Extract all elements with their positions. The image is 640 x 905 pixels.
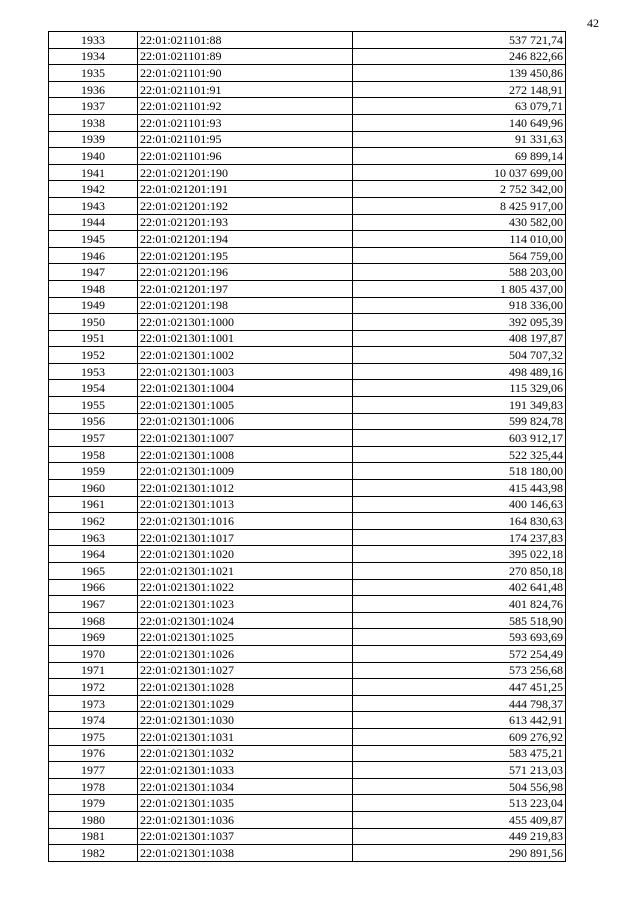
- cadastral-number-cell: 22:01:021301:1002: [138, 347, 353, 364]
- cadastral-number-cell: 22:01:021301:1031: [138, 728, 353, 745]
- row-number-cell: 1976: [49, 745, 138, 762]
- cadastral-value-cell: 498 489,16: [353, 363, 566, 380]
- cadastral-number-cell: 22:01:021201:190: [138, 164, 353, 181]
- table-row: [49, 231, 566, 248]
- table-row: [49, 645, 566, 662]
- row-number-cell: 1939: [49, 131, 138, 148]
- row-number-cell: 1977: [49, 762, 138, 779]
- table-row: [49, 314, 566, 331]
- cadastral-value-cell: 430 582,00: [353, 214, 566, 231]
- row-number-cell: 1943: [49, 197, 138, 214]
- row-number-cell: 1945: [49, 231, 138, 248]
- table-row: [49, 131, 566, 148]
- row-number-cell: 1947: [49, 264, 138, 281]
- cadastral-value-cell: 572 254,49: [353, 645, 566, 662]
- row-number-cell: 1982: [49, 845, 138, 862]
- cadastral-value-cell: 513 223,04: [353, 795, 566, 812]
- cadastral-number-cell: 22:01:021101:91: [138, 81, 353, 98]
- row-number-cell: 1957: [49, 430, 138, 447]
- row-number-cell: 1979: [49, 795, 138, 812]
- cadastral-value-cell: 599 824,78: [353, 413, 566, 430]
- cadastral-value-cell: 246 822,66: [353, 48, 566, 65]
- cadastral-number-cell: 22:01:021101:89: [138, 48, 353, 65]
- table-row: [49, 247, 566, 264]
- table-row: [49, 629, 566, 646]
- row-number-cell: 1935: [49, 65, 138, 82]
- cadastral-value-cell: 415 443,98: [353, 480, 566, 497]
- cadastral-value-cell: 2 752 342,00: [353, 181, 566, 198]
- cadastral-value-cell: 290 891,56: [353, 845, 566, 862]
- row-number-cell: 1954: [49, 380, 138, 397]
- table-row: [49, 397, 566, 414]
- table-row: [49, 612, 566, 629]
- table-row: [49, 264, 566, 281]
- cadastral-value-cell: 593 693,69: [353, 629, 566, 646]
- cadastral-value-cell: 1 805 437,00: [353, 280, 566, 297]
- row-number-cell: 1951: [49, 330, 138, 347]
- table-row: [49, 181, 566, 198]
- row-number-cell: 1959: [49, 463, 138, 480]
- cadastral-number-cell: 22:01:021301:1004: [138, 380, 353, 397]
- table-row: [49, 164, 566, 181]
- page-number: 42: [587, 16, 599, 30]
- table-row: [49, 81, 566, 98]
- row-number-cell: 1973: [49, 695, 138, 712]
- cadastral-number-cell: 22:01:021301:1000: [138, 314, 353, 331]
- cadastral-number-cell: 22:01:021301:1025: [138, 629, 353, 646]
- table-row: [49, 98, 566, 115]
- cadastral-number-cell: 22:01:021301:1028: [138, 679, 353, 696]
- cadastral-value-cell: 571 213,03: [353, 762, 566, 779]
- cadastral-number-cell: 22:01:021301:1006: [138, 413, 353, 430]
- table-row: [49, 430, 566, 447]
- table-row: [49, 546, 566, 563]
- row-number-cell: 1967: [49, 596, 138, 613]
- row-number-cell: 1940: [49, 148, 138, 165]
- table-row: [49, 48, 566, 65]
- table-row: [49, 513, 566, 530]
- table-row: [49, 496, 566, 513]
- cadastral-number-cell: 22:01:021301:1008: [138, 446, 353, 463]
- cadastral-number-cell: 22:01:021201:193: [138, 214, 353, 231]
- table-row: [49, 662, 566, 679]
- cadastral-value-cell: 114 010,00: [353, 231, 566, 248]
- cadastral-number-cell: 22:01:021301:1012: [138, 480, 353, 497]
- row-number-cell: 1960: [49, 480, 138, 497]
- row-number-cell: 1969: [49, 629, 138, 646]
- row-number-cell: 1964: [49, 546, 138, 563]
- cadastral-value-cell: 585 518,90: [353, 612, 566, 629]
- row-number-cell: 1953: [49, 363, 138, 380]
- cadastral-value-cell: 504 556,98: [353, 778, 566, 795]
- row-number-cell: 1971: [49, 662, 138, 679]
- cadastral-value-cell: 63 079,71: [353, 98, 566, 115]
- row-number-cell: 1963: [49, 529, 138, 546]
- cadastral-value-cell: 401 824,76: [353, 596, 566, 613]
- cadastral-number-cell: 22:01:021101:92: [138, 98, 353, 115]
- table-row: [49, 32, 566, 49]
- table-row: [49, 529, 566, 546]
- cadastral-value-cell: 613 442,91: [353, 712, 566, 729]
- table-row: [49, 280, 566, 297]
- row-number-cell: 1958: [49, 446, 138, 463]
- cadastral-value-cell: 174 237,83: [353, 529, 566, 546]
- cadastral-value-cell: 191 349,83: [353, 397, 566, 414]
- row-number-cell: 1965: [49, 563, 138, 580]
- cadastral-value-cell: 447 451,25: [353, 679, 566, 696]
- cadastral-number-cell: 22:01:021301:1020: [138, 546, 353, 563]
- cadastral-value-cell: 392 095,39: [353, 314, 566, 331]
- table-row: [49, 845, 566, 862]
- cadastral-value-cell: 270 850,18: [353, 563, 566, 580]
- table-row: [49, 679, 566, 696]
- cadastral-value-cell: 408 197,87: [353, 330, 566, 347]
- cadastral-value-cell: 449 219,83: [353, 828, 566, 845]
- cadastral-number-cell: 22:01:021301:1005: [138, 397, 353, 414]
- table-row: [49, 480, 566, 497]
- row-number-cell: 1949: [49, 297, 138, 314]
- cadastral-number-cell: 22:01:021201:196: [138, 264, 353, 281]
- table-row: [49, 745, 566, 762]
- row-number-cell: 1966: [49, 579, 138, 596]
- cadastral-number-cell: 22:01:021301:1023: [138, 596, 353, 613]
- row-number-cell: 1946: [49, 247, 138, 264]
- cadastral-number-cell: 22:01:021101:95: [138, 131, 353, 148]
- table-row: [49, 413, 566, 430]
- row-number-cell: 1952: [49, 347, 138, 364]
- table-row: [49, 463, 566, 480]
- table-row: [49, 214, 566, 231]
- cadastral-number-cell: 22:01:021301:1030: [138, 712, 353, 729]
- cadastral-number-cell: 22:01:021301:1022: [138, 579, 353, 596]
- row-number-cell: 1950: [49, 314, 138, 331]
- cadastral-number-cell: 22:01:021301:1007: [138, 430, 353, 447]
- cadastral-number-cell: 22:01:021201:197: [138, 280, 353, 297]
- cadastral-value-cell: 603 912,17: [353, 430, 566, 447]
- cadastral-number-cell: 22:01:021201:191: [138, 181, 353, 198]
- cadastral-value-cell: 140 649,96: [353, 114, 566, 131]
- cadastral-value-cell: 400 146,63: [353, 496, 566, 513]
- cadastral-number-cell: 22:01:021301:1024: [138, 612, 353, 629]
- cadastral-number-cell: 22:01:021301:1003: [138, 363, 353, 380]
- row-number-cell: 1938: [49, 114, 138, 131]
- row-number-cell: 1944: [49, 214, 138, 231]
- table-body: [49, 32, 566, 862]
- cadastral-number-cell: 22:01:021301:1016: [138, 513, 353, 530]
- row-number-cell: 1975: [49, 728, 138, 745]
- cadastral-number-cell: 22:01:021301:1034: [138, 778, 353, 795]
- row-number-cell: 1936: [49, 81, 138, 98]
- cadastral-value-cell: 402 641,48: [353, 579, 566, 596]
- table-row: [49, 563, 566, 580]
- row-number-cell: 1941: [49, 164, 138, 181]
- cadastral-number-cell: 22:01:021301:1032: [138, 745, 353, 762]
- table-row: [49, 363, 566, 380]
- row-number-cell: 1974: [49, 712, 138, 729]
- table-row: [49, 330, 566, 347]
- table-row: [49, 596, 566, 613]
- cadastral-value-cell: 918 336,00: [353, 297, 566, 314]
- cadastral-number-cell: 22:01:021301:1009: [138, 463, 353, 480]
- table-row: [49, 778, 566, 795]
- table-row: [49, 712, 566, 729]
- cadastral-value-cell: 518 180,00: [353, 463, 566, 480]
- row-number-cell: 1955: [49, 397, 138, 414]
- cadastral-value-cell: 573 256,68: [353, 662, 566, 679]
- cadastral-number-cell: 22:01:021301:1001: [138, 330, 353, 347]
- cadastral-number-cell: 22:01:021101:93: [138, 114, 353, 131]
- cadastral-value-cell: 583 475,21: [353, 745, 566, 762]
- row-number-cell: 1933: [49, 32, 138, 49]
- cadastral-value-cell: 609 276,92: [353, 728, 566, 745]
- row-number-cell: 1962: [49, 513, 138, 530]
- cadastral-value-cell: 455 409,87: [353, 811, 566, 828]
- cadastral-number-cell: 22:01:021301:1029: [138, 695, 353, 712]
- cadastral-value-cell: 10 037 699,00: [353, 164, 566, 181]
- row-number-cell: 1978: [49, 778, 138, 795]
- cadastral-value-cell: 444 798,37: [353, 695, 566, 712]
- row-number-cell: 1937: [49, 98, 138, 115]
- row-number-cell: 1981: [49, 828, 138, 845]
- row-number-cell: 1968: [49, 612, 138, 629]
- row-number-cell: 1948: [49, 280, 138, 297]
- cadastral-number-cell: 22:01:021101:88: [138, 32, 353, 49]
- cadastral-value-cell: 164 830,63: [353, 513, 566, 530]
- cadastral-value-cell: 564 759,00: [353, 247, 566, 264]
- table-row: [49, 728, 566, 745]
- cadastral-number-cell: 22:01:021201:192: [138, 197, 353, 214]
- row-number-cell: 1942: [49, 181, 138, 198]
- cadastral-value-table: [48, 31, 566, 862]
- cadastral-number-cell: 22:01:021101:90: [138, 65, 353, 82]
- table-row: [49, 695, 566, 712]
- cadastral-number-cell: 22:01:021101:96: [138, 148, 353, 165]
- table-row: [49, 65, 566, 82]
- table-row: [49, 148, 566, 165]
- cadastral-value-cell: 115 329,06: [353, 380, 566, 397]
- row-number-cell: 1972: [49, 679, 138, 696]
- cadastral-value-cell: 588 203,00: [353, 264, 566, 281]
- cadastral-number-cell: 22:01:021301:1013: [138, 496, 353, 513]
- row-number-cell: 1956: [49, 413, 138, 430]
- cadastral-number-cell: 22:01:021301:1036: [138, 811, 353, 828]
- cadastral-value-cell: 272 148,91: [353, 81, 566, 98]
- cadastral-number-cell: 22:01:021201:194: [138, 231, 353, 248]
- cadastral-number-cell: 22:01:021301:1026: [138, 645, 353, 662]
- row-number-cell: 1980: [49, 811, 138, 828]
- cadastral-value-cell: 69 899,14: [353, 148, 566, 165]
- cadastral-value-cell: 395 022,18: [353, 546, 566, 563]
- cadastral-number-cell: 22:01:021201:195: [138, 247, 353, 264]
- cadastral-number-cell: 22:01:021301:1027: [138, 662, 353, 679]
- cadastral-number-cell: 22:01:021301:1038: [138, 845, 353, 862]
- cadastral-number-cell: 22:01:021301:1035: [138, 795, 353, 812]
- table-row: [49, 811, 566, 828]
- cadastral-value-cell: 91 331,63: [353, 131, 566, 148]
- cadastral-number-cell: 22:01:021301:1033: [138, 762, 353, 779]
- cadastral-value-cell: 504 707,32: [353, 347, 566, 364]
- cadastral-number-cell: 22:01:021301:1037: [138, 828, 353, 845]
- table-row: [49, 297, 566, 314]
- table-row: [49, 446, 566, 463]
- table-row: [49, 380, 566, 397]
- row-number-cell: 1970: [49, 645, 138, 662]
- table-row: [49, 795, 566, 812]
- table-row: [49, 114, 566, 131]
- cadastral-value-cell: 522 325,44: [353, 446, 566, 463]
- table-row: [49, 347, 566, 364]
- cadastral-value-cell: 8 425 917,00: [353, 197, 566, 214]
- cadastral-number-cell: 22:01:021201:198: [138, 297, 353, 314]
- table-row: [49, 579, 566, 596]
- table-row: [49, 828, 566, 845]
- table-row: [49, 762, 566, 779]
- row-number-cell: 1961: [49, 496, 138, 513]
- cadastral-value-cell: 139 450,86: [353, 65, 566, 82]
- cadastral-value-cell: 537 721,74: [353, 32, 566, 49]
- table-row: [49, 197, 566, 214]
- row-number-cell: 1934: [49, 48, 138, 65]
- cadastral-number-cell: 22:01:021301:1021: [138, 563, 353, 580]
- cadastral-number-cell: 22:01:021301:1017: [138, 529, 353, 546]
